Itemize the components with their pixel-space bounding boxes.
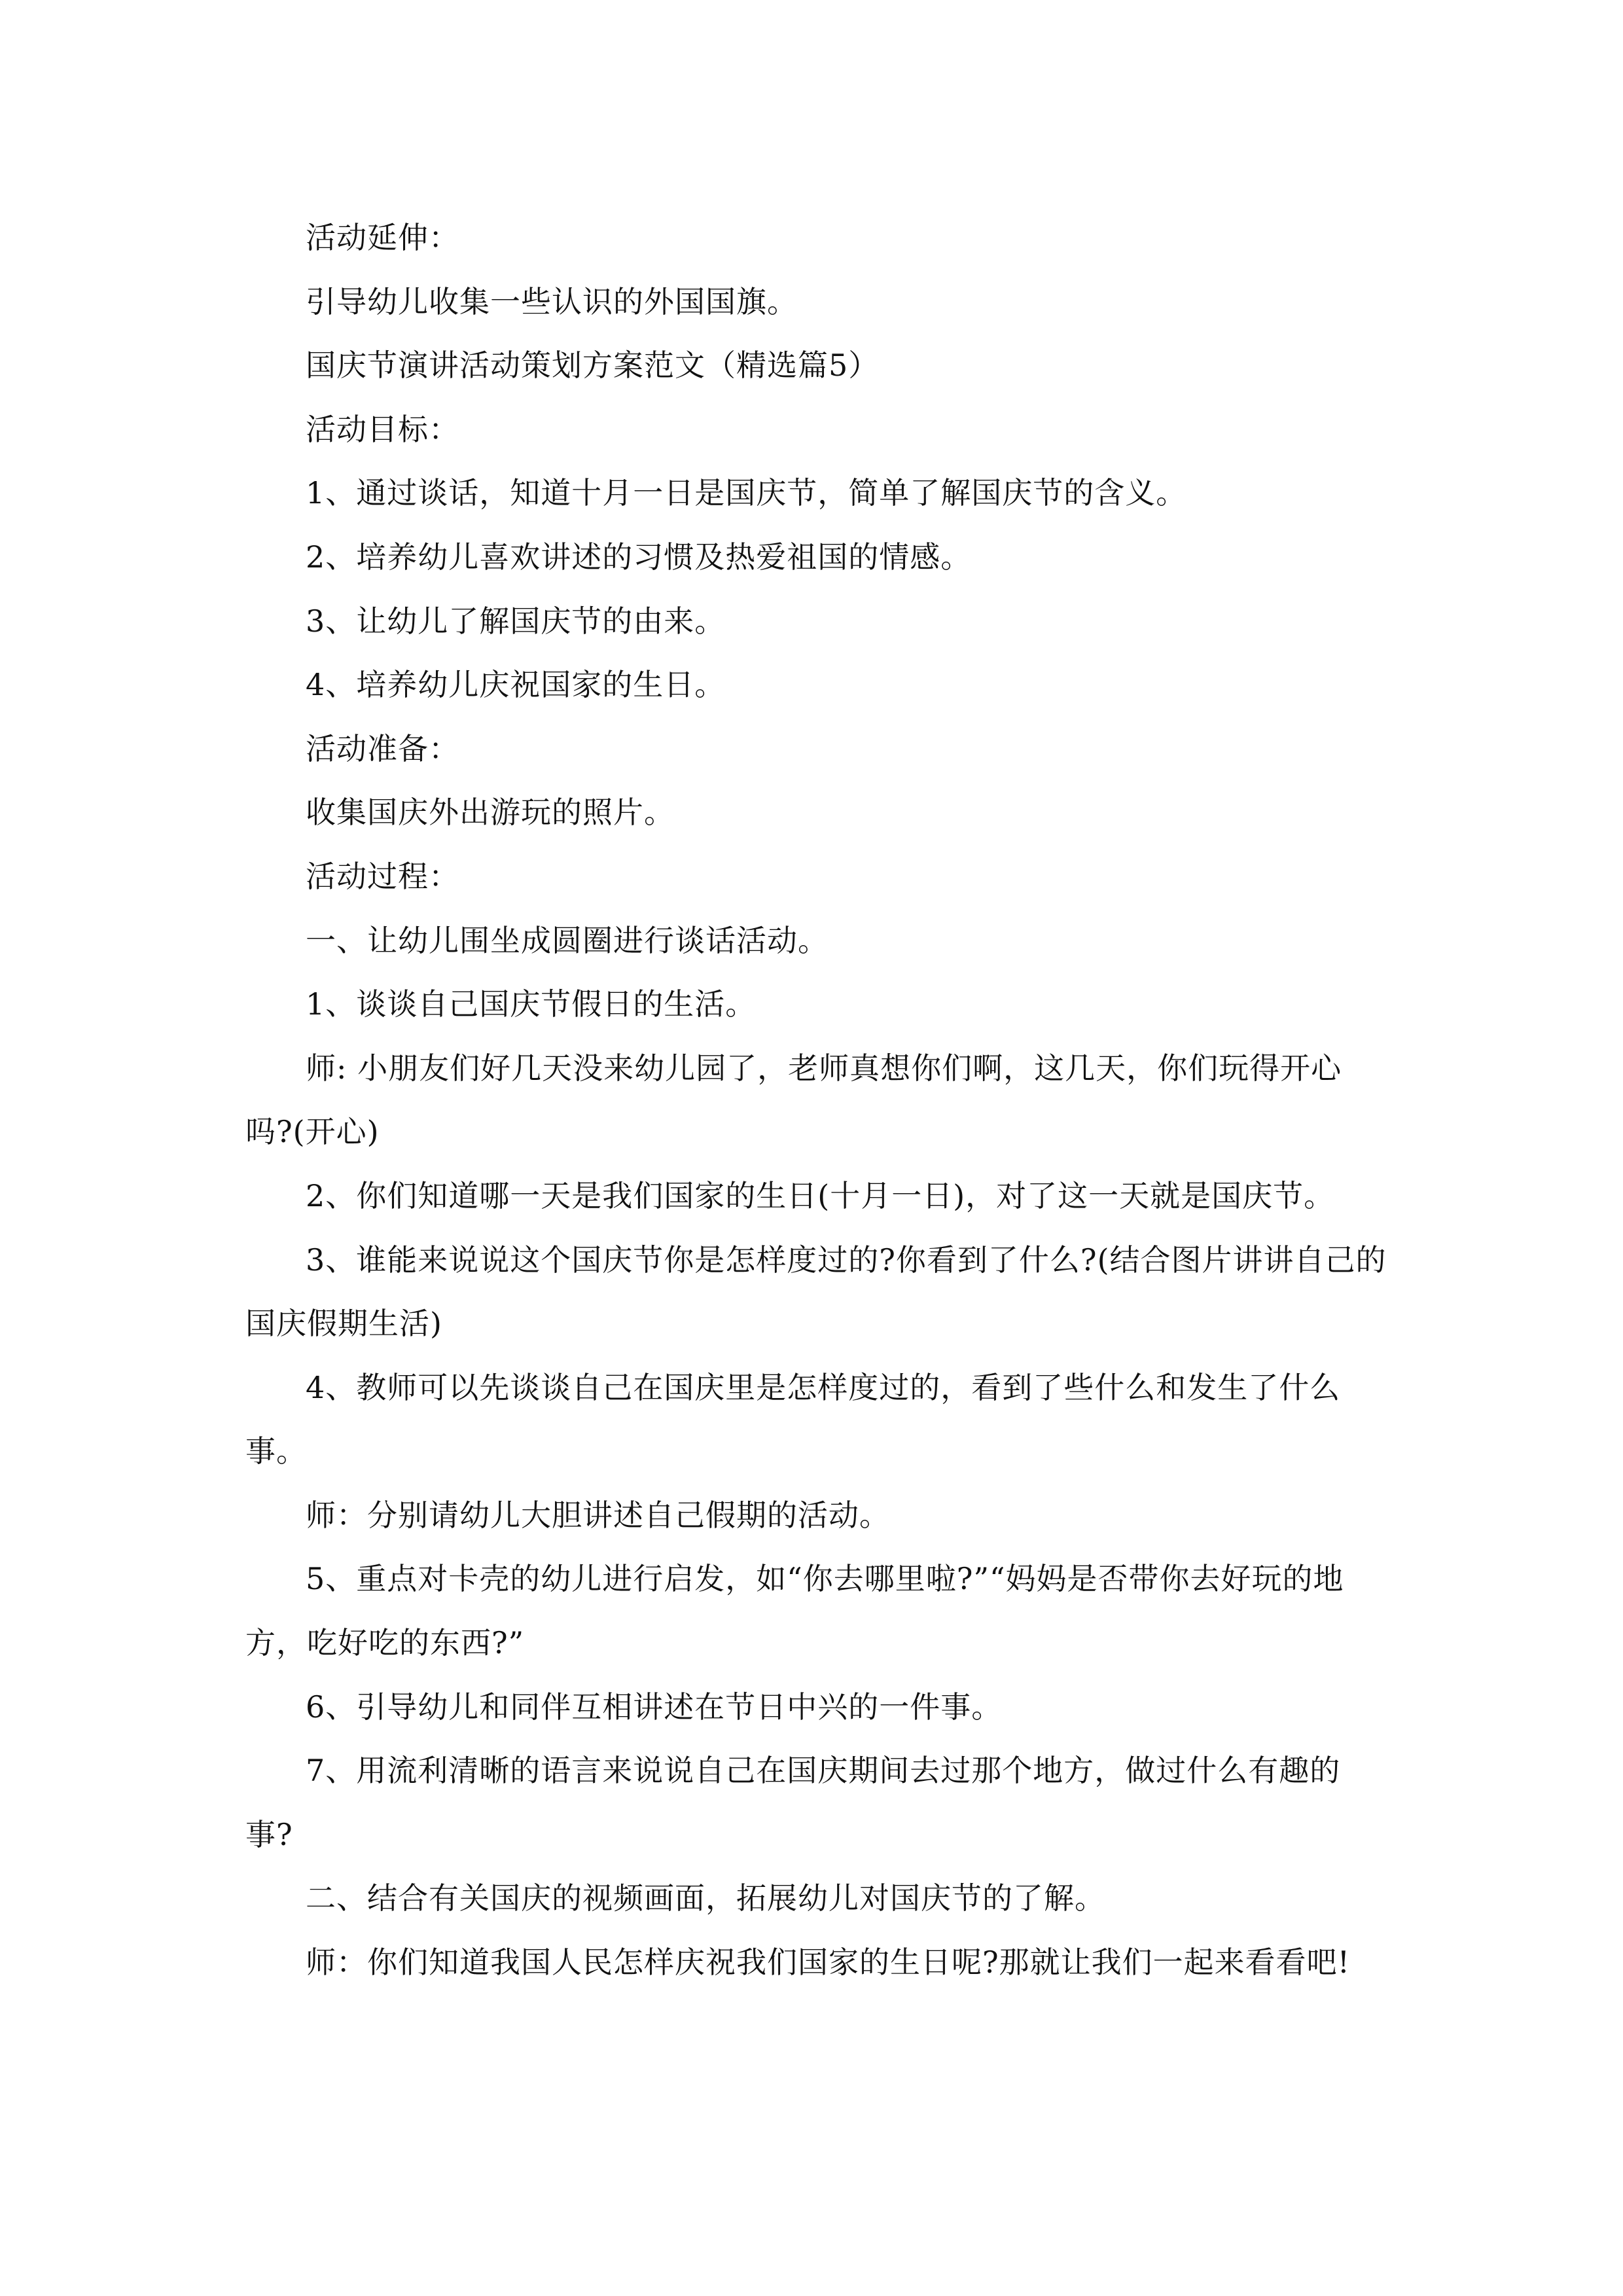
paragraph-process-step-1: 1、谈谈自己国庆节假日的生活。	[306, 986, 757, 1022]
paragraph-process-step-6: 6、引导幼儿和同伴互相讲述在节日中兴的一件事。	[306, 1689, 1003, 1725]
paragraph-teacher-line-3: 师：你们知道我国人民怎样庆祝我们国家的生日呢?那就让我们一起来看看吧!	[306, 1945, 1351, 1981]
paragraph-preparation-text: 收集国庆外出游玩的照片。	[306, 795, 675, 831]
paragraph-extension-heading: 活动延伸：	[306, 220, 459, 255]
paragraph-process-part-2: 二、结合有关国庆的视频画面，拓展幼儿对国庆节的了解。	[306, 1880, 1105, 1916]
paragraph-process-step-7: 7、用流利清晰的语言来说说自己在国庆期间去过那个地方，做过什么有趣的事?	[245, 1753, 1341, 1852]
paragraph-goal-4: 4、培养幼儿庆祝国家的生日。	[306, 667, 726, 703]
paragraph-process-step-2: 2、你们知道哪一天是我们国家的生日(十月一日)，对了这一天就是国庆节。	[306, 1177, 1335, 1213]
document-body	[245, 206, 1387, 1995]
paragraph-goal-2: 2、培养幼儿喜欢讲述的习惯及热爱祖国的情感。	[306, 539, 972, 575]
paragraph-goal-3: 3、让幼儿了解国庆节的由来。	[306, 603, 726, 639]
paragraph-goal-1: 1、通过谈话，知道十月一日是国庆节，简单了解国庆节的含义。	[306, 475, 1187, 511]
paragraph-extension-text: 引导幼儿收集一些认识的外国国旗。	[306, 283, 798, 319]
paragraph-teacher-line-1: 师: 小朋友们好几天没来幼儿园了，老师真想你们啊，这几天，你们玩得开心吗?(开心)	[245, 1050, 1342, 1150]
paragraph-goals-heading: 活动目标：	[306, 411, 459, 447]
paragraph-section-title: 国庆节演讲活动策划方案范文（精选篇5）	[306, 348, 880, 384]
paragraph-process-step-3: 3、谁能来说说这个国庆节你是怎样度过的?你看到了什么?(结合图片讲讲自己的国庆假期生活)	[245, 1242, 1387, 1342]
paragraph-process-step-5: 5、重点对卡壳的幼儿进行启发，如“你去哪里啦?”“妈妈是否带你去好玩的地方，吃好吃的东西?”	[245, 1561, 1344, 1661]
paragraph-process-heading: 活动过程：	[306, 858, 459, 894]
paragraph-process-part-1: 一、让幼儿围坐成圆圈进行谈话活动。	[306, 922, 829, 958]
paragraph-teacher-line-2: 师：分别请幼儿大胆讲述自己假期的活动。	[306, 1497, 890, 1533]
paragraph-process-step-4: 4、教师可以先谈谈自己在国庆里是怎样度过的，看到了些什么和发生了什么事。	[245, 1369, 1341, 1469]
paragraph-preparation-heading: 活动准备：	[306, 730, 459, 766]
